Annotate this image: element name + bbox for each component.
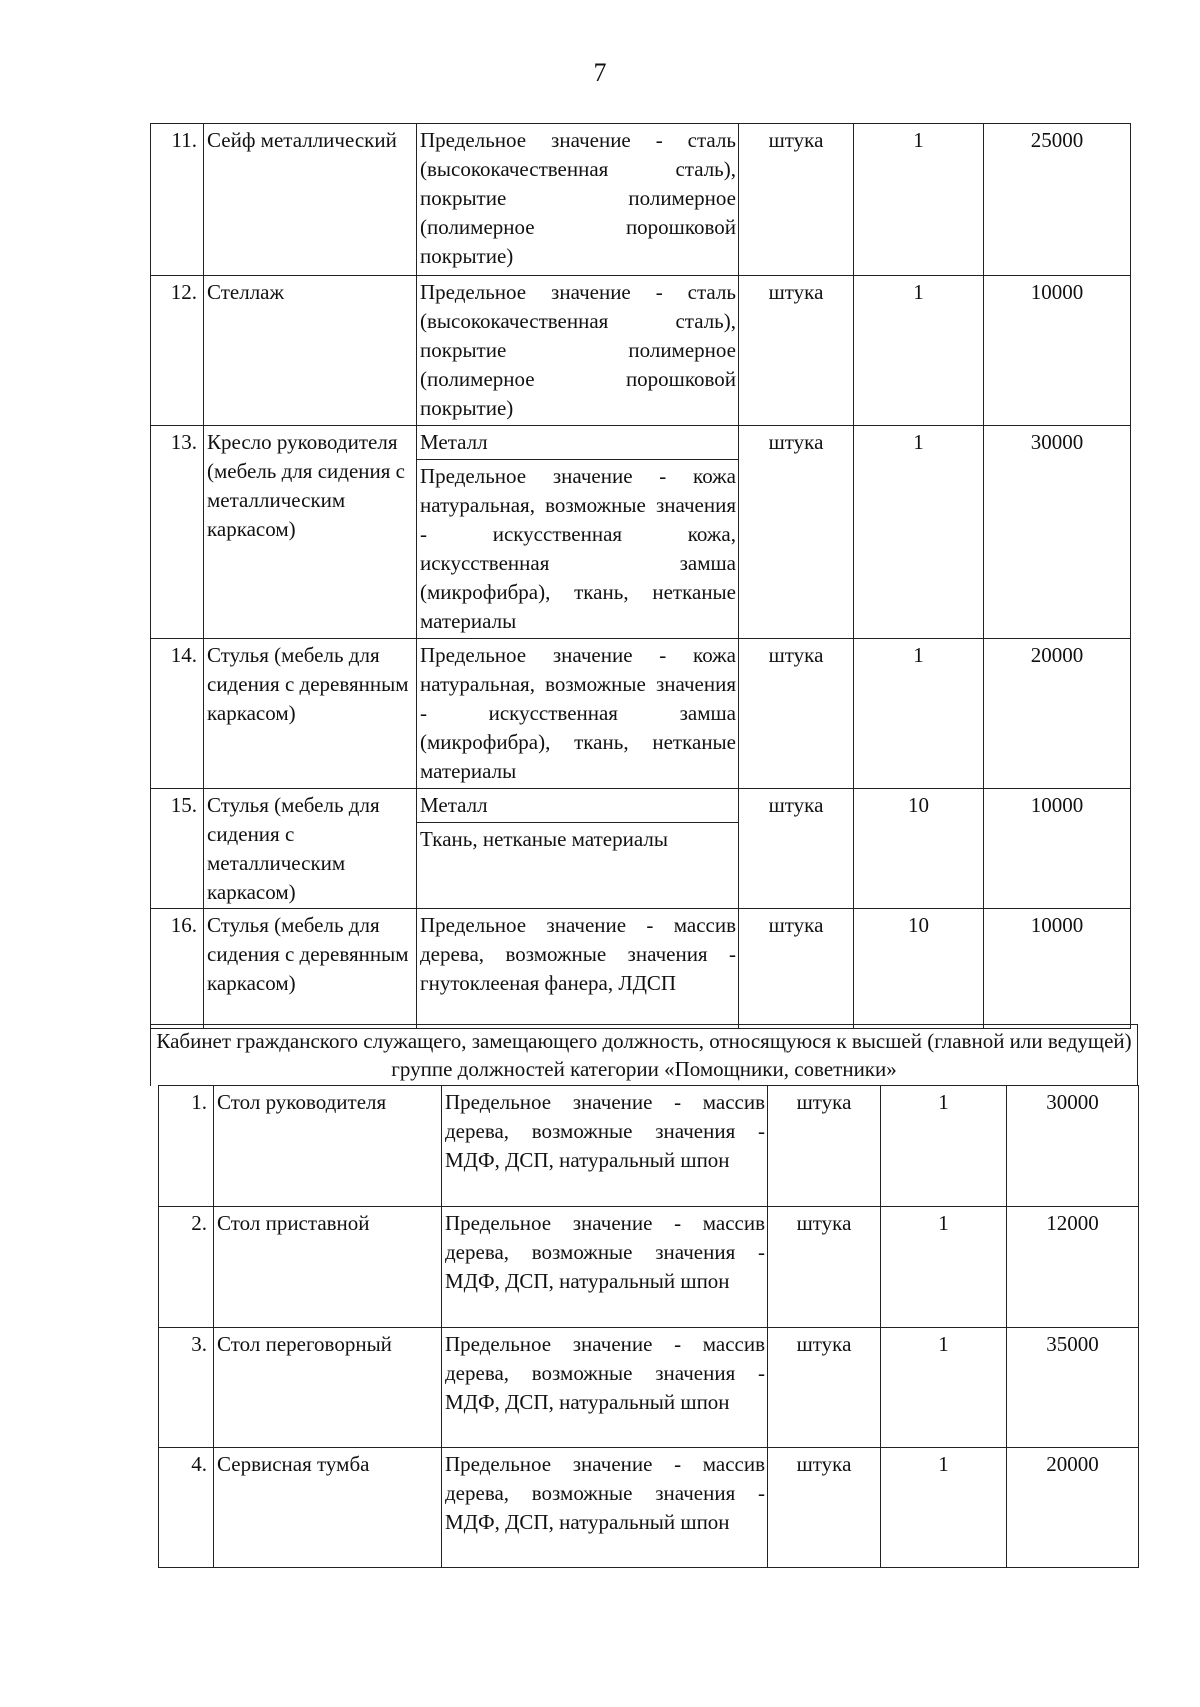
quantity: 1 [881,1207,1007,1328]
description-part: Предельное значение - сталь (высококачественная сталь), покрытие полимерное (полимерное порошковой покрытие) [420,280,736,420]
row-number: 1. [159,1086,214,1207]
description-part: Предельное значение - сталь (высококачественная сталь), покрытие полимерное (полимерное порошковой покрытие) [420,128,736,268]
description-part: Металл [417,426,738,460]
table-row [159,1448,1139,1568]
items-table-top [150,123,1131,1029]
unit: штука [768,1448,881,1568]
row-number: 3. [159,1328,214,1448]
quantity: 1 [881,1448,1007,1568]
table-row [151,909,1131,1029]
description-part: Ткань, нетканые материалы [420,827,668,851]
item-name: Сейф металлический [204,124,417,276]
table-row [151,426,1131,639]
section-heading: Кабинет гражданского служащего, замещающего должность, относящуюся к высшей (главной или ведущей) группе должностей категории «Помощники, советники» [150,1024,1138,1083]
row-number: 13. [151,426,204,639]
item-description [442,1328,768,1448]
description-part: Металл [417,789,738,823]
table-row [159,1086,1139,1207]
price: 12000 [1007,1207,1139,1328]
description-part: Предельное значение - массив дерева, возможные значения - МДФ, ДСП, натуральный шпон [445,1211,765,1293]
table-row [151,124,1131,276]
unit: штука [739,124,854,276]
unit: штука [768,1328,881,1448]
row-number: 16. [151,909,204,1029]
item-name: Стулья (мебель для сидения с деревянным каркасом) [204,639,417,789]
item-description [442,1207,768,1328]
item-description [442,1086,768,1207]
item-name: Стол переговорный [214,1328,442,1448]
item-name: Стулья (мебель для сидения с металлическим каркасом) [204,789,417,909]
price: 20000 [984,639,1131,789]
quantity: 1 [854,639,984,789]
quantity: 1 [854,124,984,276]
row-number: 11. [151,124,204,276]
item-description [417,426,739,639]
item-description [417,909,739,1029]
quantity: 1 [881,1328,1007,1448]
table-row [159,1207,1139,1328]
table-row [151,789,1131,909]
price: 35000 [1007,1328,1139,1448]
row-number: 4. [159,1448,214,1568]
quantity: 10 [854,909,984,1029]
item-name: Сервисная тумба [214,1448,442,1568]
row-number: 12. [151,276,204,426]
unit: штука [768,1086,881,1207]
row-number: 15. [151,789,204,909]
quantity: 1 [854,276,984,426]
description-part: Предельное значение - кожа натуральная, возможные значения - искусственная кожа, искусственная замша (микрофибра), ткань, нетканые материалы [420,464,736,633]
unit: штука [739,426,854,639]
table-row [151,639,1131,789]
item-description [417,789,739,909]
unit: штука [739,639,854,789]
quantity: 1 [881,1086,1007,1207]
unit: штука [739,276,854,426]
description-part: Предельное значение - массив дерева, возможные значения - гнутоклееная фанера, ЛДСП [420,913,736,995]
unit: штука [768,1207,881,1328]
description-part: Предельное значение - кожа натуральная, возможные значения - искусственная замша (микрофибра), ткань, нетканые материалы [420,643,736,783]
table-row [151,276,1131,426]
unit: штука [739,909,854,1029]
price: 10000 [984,276,1131,426]
description-part: Предельное значение - массив дерева, возможные значения - МДФ, ДСП, натуральный шпон [445,1090,765,1172]
price: 30000 [984,426,1131,639]
item-name: Кресло руководителя (мебель для сидения с металлическим каркасом) [204,426,417,639]
page-number: 7 [593,58,607,87]
price: 30000 [1007,1086,1139,1207]
item-name: Стол приставной [214,1207,442,1328]
item-name: Стол руководителя [214,1086,442,1207]
item-name: Стеллаж [204,276,417,426]
item-description [417,276,739,426]
quantity: 1 [854,426,984,639]
description-part: Предельное значение - массив дерева, возможные значения - МДФ, ДСП, натуральный шпон [445,1332,765,1414]
item-description [417,639,739,789]
item-name: Стулья (мебель для сидения с деревянным каркасом) [204,909,417,1029]
description-part: Предельное значение - массив дерева, возможные значения - МДФ, ДСП, натуральный шпон [445,1452,765,1534]
row-number: 14. [151,639,204,789]
table-row [159,1328,1139,1448]
items-table-bottom [158,1085,1139,1568]
unit: штука [739,789,854,909]
price: 10000 [984,789,1131,909]
price: 25000 [984,124,1131,276]
item-description [417,124,739,276]
row-number: 2. [159,1207,214,1328]
quantity: 10 [854,789,984,909]
price: 20000 [1007,1448,1139,1568]
item-description [442,1448,768,1568]
price: 10000 [984,909,1131,1029]
